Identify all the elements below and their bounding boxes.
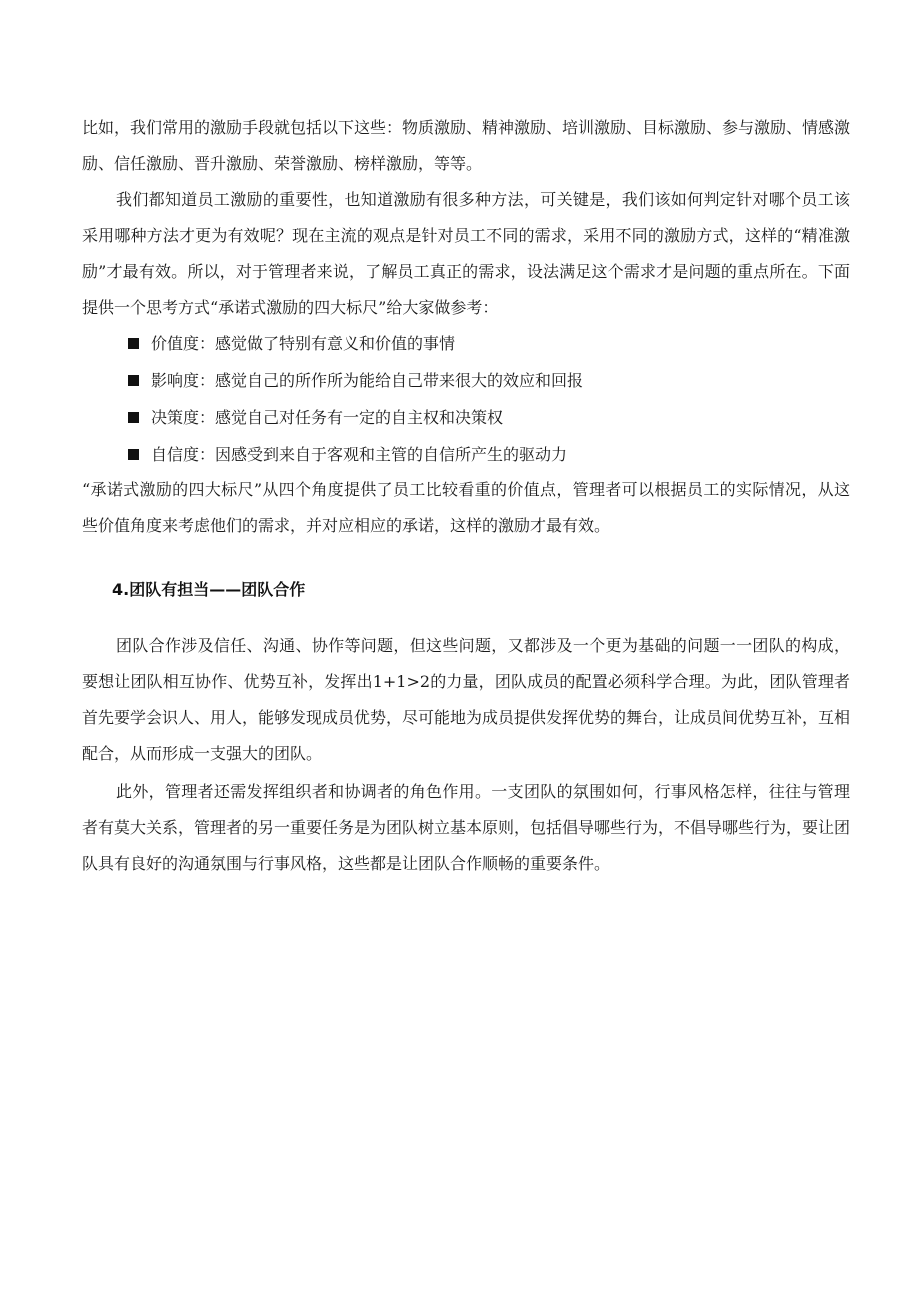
bullet-item bbox=[128, 326, 455, 362]
paragraph-four-standards: “承诺式激励的四大标尺”从四个角度提供了员工比较看重的价值点，管理者可以根据员工的实际情况，从这些价值角度来考虑他们的需求，并对应相应的承诺，这样的激励才最有效。 bbox=[82, 480, 850, 535]
paragraph-manager-role: 此外，管理者还需发挥组织者和协调者的角色作用。一支团队的氛围如何，行事风格怎样，往往与管理者有莫大关系，管理者的另一重要任务是为团队树立基本原则，包括倡导哪些行为，不倡导哪些行为，要让团队具有良好的沟通氛围与行事风格，这些都是让团队合作顺畅的重要条件。 bbox=[82, 782, 851, 873]
paragraph-team-composition: 团队合作涉及信任、沟通、协作等问题，但这些问题，又都涉及一个更为基础的问题一一团队的构成，要想让团队相互协作、优势互补，发挥出1+1>2的力量，团队成员的配置必须科学合理。为此，团队管理者首先要学会识人、用人，能够发现成员优势，尽可能地为成员提供发挥优势的舞台，让成员间优势互补，互相配合，从而形成一支强大的团队。 bbox=[82, 636, 851, 763]
square-bullet-icon bbox=[128, 338, 139, 349]
bullet-item bbox=[128, 437, 567, 473]
square-bullet-icon bbox=[128, 375, 139, 386]
square-bullet-icon bbox=[128, 412, 139, 423]
paragraph-incentive-importance: 我们都知道员工激励的重要性，也知道激励有很多种方法，可关键是，我们该如何判定针对哪个员工该采用哪种方法才更为有效呢？现在主流的观点是针对员工不同的需求，采用不同的激励方式，这样的“精准激励”才最有效。所以，对于管理者来说，了解员工真正的需求，设法满足这个需求才是问题的重点所在。下面提供一个思考方式“承诺式激励的四大标尺”给大家做参考： bbox=[82, 190, 850, 317]
bullet-text: 影响度：感觉自己的所作所为能给自己带来很大的效应和回报 bbox=[151, 371, 584, 390]
section-heading: 4.团队有担当——团队合作 bbox=[112, 580, 306, 599]
square-bullet-icon bbox=[128, 449, 139, 460]
bullet-item bbox=[128, 363, 583, 399]
bullet-text: 决策度：感觉自己对任务有一定的自主权和决策权 bbox=[151, 408, 504, 427]
bullet-text: 自信度：因感受到来自于客观和主管的自信所产生的驱动力 bbox=[151, 445, 568, 464]
bullet-item bbox=[128, 400, 503, 436]
paragraph-incentive-methods: 比如，我们常用的激励手段就包括以下这些：物质激励、精神激励、培训激励、目标激励、参与激励、情感激励、信任激励、晋升激励、荣誉激励、榜样激励，等等。 bbox=[82, 118, 851, 173]
bullet-text: 价值度：感觉做了特别有意义和价值的事情 bbox=[151, 334, 456, 353]
